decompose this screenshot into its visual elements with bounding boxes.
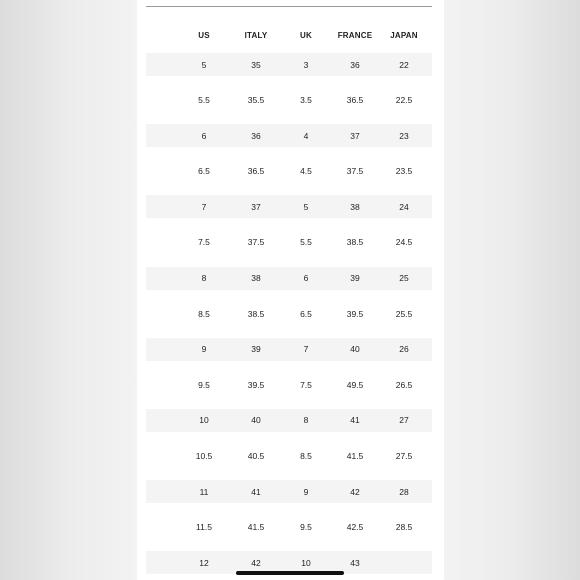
- lead-spacer: [146, 124, 174, 147]
- lead-spacer: [146, 551, 174, 574]
- cell-france: 39.5: [346, 308, 364, 319]
- cell-uk: 8.5: [300, 451, 312, 462]
- cell-us: 7.5: [198, 237, 210, 248]
- cell-uk: 3: [278, 53, 334, 76]
- cell-us: 8: [174, 267, 234, 290]
- lead-spacer: [146, 409, 174, 432]
- cell-us: 12: [174, 551, 234, 574]
- cell-france: 38.5: [346, 237, 364, 248]
- cell-us: 5.5: [198, 95, 210, 106]
- cell-uk: 3.5: [300, 95, 312, 106]
- cell-us: 7: [174, 195, 234, 218]
- cell-us: 6.5: [198, 166, 210, 177]
- lead-spacer: [146, 147, 174, 195]
- cell-us: 11.5: [196, 522, 212, 533]
- cell-italy: 40.5: [247, 451, 265, 462]
- cell-france: 40: [334, 338, 376, 361]
- top-divider: [146, 6, 432, 7]
- cell-italy: 38: [234, 267, 278, 290]
- cell-uk: 7: [278, 338, 334, 361]
- cell-us: 9: [174, 338, 234, 361]
- cell-japan: 22: [376, 53, 432, 76]
- lead-spacer: [146, 361, 174, 409]
- cell-france: 42.5: [346, 522, 364, 533]
- cell-japan: 28: [376, 480, 432, 503]
- table-row: [146, 361, 432, 409]
- lead-spacer: [146, 53, 174, 76]
- lead-spacer: [146, 290, 174, 338]
- cell-france: 38: [334, 195, 376, 218]
- cell-japan: 28.5: [395, 522, 413, 533]
- cell-us: 10.5: [195, 451, 213, 462]
- cell-uk: 10: [278, 551, 334, 574]
- cell-japan: 23: [376, 124, 432, 147]
- cell-italy: 36.5: [247, 166, 265, 177]
- cell-japan: 22.5: [395, 95, 413, 106]
- cell-us: 8.5: [198, 308, 210, 319]
- shoe-size-conversion-table: [146, 17, 432, 574]
- cell-france: 42: [334, 480, 376, 503]
- lead-spacer: [146, 218, 174, 266]
- cell-france: 41.5: [346, 451, 364, 462]
- cell-japan: 27: [376, 409, 432, 432]
- column-header-us: US: [198, 30, 210, 40]
- cell-france: 49.5: [346, 379, 364, 390]
- cell-italy: 35: [234, 53, 278, 76]
- lead-spacer: [146, 432, 174, 480]
- cell-japan: [376, 551, 432, 574]
- table-row: [146, 53, 432, 76]
- table-row: [146, 218, 432, 266]
- cell-uk: 6: [278, 267, 334, 290]
- cell-italy: 36: [234, 124, 278, 147]
- table-row: [146, 503, 432, 551]
- cell-us: 5: [174, 53, 234, 76]
- cell-italy: 37.5: [247, 237, 265, 248]
- cell-uk: 7.5: [300, 379, 312, 390]
- lead-spacer: [146, 503, 174, 551]
- table-row: [146, 432, 432, 480]
- cell-us: 10: [174, 409, 234, 432]
- cell-uk: 8: [278, 409, 334, 432]
- table-row: [146, 338, 432, 361]
- cell-france: 41: [334, 409, 376, 432]
- cell-italy: 37: [234, 195, 278, 218]
- cell-france: 37: [334, 124, 376, 147]
- lead-spacer: [146, 338, 174, 361]
- table-row: [146, 195, 432, 218]
- cell-japan: 27.5: [395, 451, 413, 462]
- column-header-france: FRANCE: [337, 30, 373, 40]
- cell-uk: 4.5: [300, 166, 312, 177]
- cell-uk: 9: [278, 480, 334, 503]
- cell-france: 36: [334, 53, 376, 76]
- table-header-row: [146, 17, 432, 53]
- size-chart-screen: [137, 0, 444, 580]
- lead-spacer: [146, 76, 174, 124]
- cell-japan: 23.5: [395, 166, 413, 177]
- cell-france: 37.5: [346, 166, 364, 177]
- cell-italy: 40: [234, 409, 278, 432]
- column-header-uk: UK: [300, 30, 312, 40]
- cell-france: 36.5: [346, 95, 364, 106]
- cell-japan: 25: [376, 267, 432, 290]
- cell-japan: 25.5: [395, 308, 413, 319]
- lead-spacer: [146, 267, 174, 290]
- cell-france: 43: [334, 551, 376, 574]
- cell-italy: 38.5: [247, 308, 265, 319]
- table-row: [146, 290, 432, 338]
- cell-uk: 5: [278, 195, 334, 218]
- home-indicator-bar[interactable]: [236, 571, 344, 575]
- cell-japan: 24.5: [395, 237, 413, 248]
- cell-italy: 41: [234, 480, 278, 503]
- cell-uk: 5.5: [300, 237, 312, 248]
- lead-spacer: [146, 195, 174, 218]
- cell-italy: 41.5: [247, 522, 265, 533]
- cell-italy: 42: [234, 551, 278, 574]
- cell-uk: 6.5: [300, 308, 312, 319]
- cell-japan: 24: [376, 195, 432, 218]
- table-row: [146, 124, 432, 147]
- cell-italy: 39.5: [247, 379, 265, 390]
- table-row: [146, 76, 432, 124]
- cell-us: 11: [174, 480, 234, 503]
- cell-italy: 35.5: [247, 95, 265, 106]
- lead-spacer: [146, 17, 174, 53]
- column-header-italy: ITALY: [244, 30, 268, 40]
- table-row: [146, 480, 432, 503]
- cell-uk: 4: [278, 124, 334, 147]
- table-row: [146, 409, 432, 432]
- lead-spacer: [146, 480, 174, 503]
- cell-france: 39: [334, 267, 376, 290]
- table-row: [146, 267, 432, 290]
- cell-us: 6: [174, 124, 234, 147]
- cell-us: 9.5: [198, 379, 210, 390]
- column-header-japan: JAPAN: [390, 30, 418, 40]
- table-row: [146, 147, 432, 195]
- cell-japan: 26.5: [395, 379, 413, 390]
- cell-italy: 39: [234, 338, 278, 361]
- cell-uk: 9.5: [300, 522, 312, 533]
- cell-japan: 26: [376, 338, 432, 361]
